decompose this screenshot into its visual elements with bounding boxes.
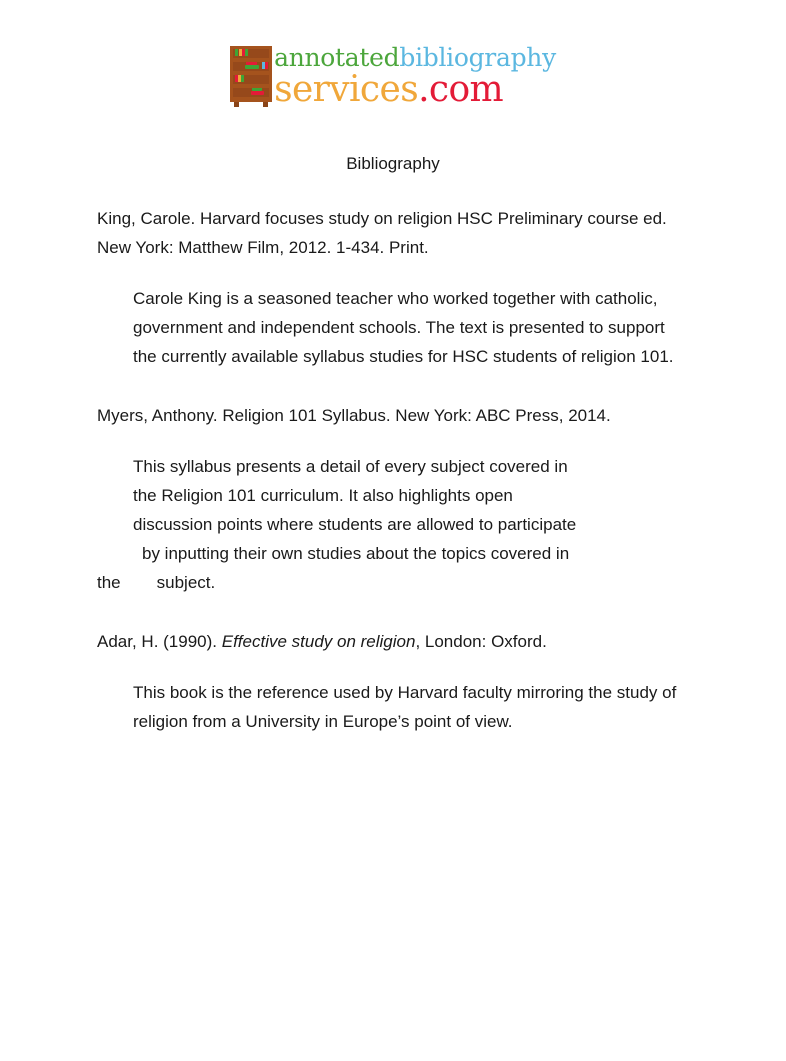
- logo-word-annotated: annotated: [274, 42, 400, 72]
- logo-word-services: services: [274, 68, 419, 110]
- annotation-entry-2: [97, 452, 689, 597]
- citation-entry-3: [97, 627, 689, 656]
- citation-work-title: Effective study on religion: [221, 632, 416, 651]
- site-logo: [0, 44, 786, 108]
- citation-entry-2: Myers, Anthony. Religion 101 Syllabus. New York: ABC Press, 2014.: [97, 406, 611, 425]
- logo-line-one: [274, 42, 556, 72]
- bookshelf-icon: [230, 46, 272, 108]
- annotation-line-word-the: the: [97, 573, 121, 592]
- annotation-entry-3: This book is the reference used by Harvard faculty mirroring the study of religion from a University in Europe’s point of view.: [133, 683, 677, 731]
- document-body: [0, 154, 786, 736]
- annotation-line-word-subject: subject.: [156, 573, 216, 592]
- citation-author-year: Adar, H. (1990).: [97, 632, 222, 651]
- annotation-line: This syllabus presents a detail of every subject covered in: [133, 457, 568, 476]
- logo-word-bibliography: bibliography: [399, 42, 556, 72]
- logo-line-two: [274, 68, 556, 110]
- citation-publisher: , London: Oxford.: [415, 632, 547, 651]
- annotation-line: the Religion 101 curriculum. It also highlights open: [133, 486, 513, 505]
- logo-word-dotcom: .com: [418, 68, 504, 110]
- citation-entry-1: King, Carole. Harvard focuses study on religion HSC Preliminary course ed. New York: Matthew Film, 2012. 1-434. Print.: [97, 209, 667, 257]
- annotation-line: discussion points where students are allowed to participate: [133, 515, 577, 534]
- annotation-line: [97, 568, 689, 597]
- page-title: Bibliography: [346, 154, 440, 173]
- annotation-line: by inputting their own studies about the topics covered in: [142, 544, 570, 563]
- annotation-entry-1: Carole King is a seasoned teacher who worked together with catholic, government and independent schools. The text is presented to support the currently available syllabus studies for HSC students of religion 101.: [133, 289, 674, 366]
